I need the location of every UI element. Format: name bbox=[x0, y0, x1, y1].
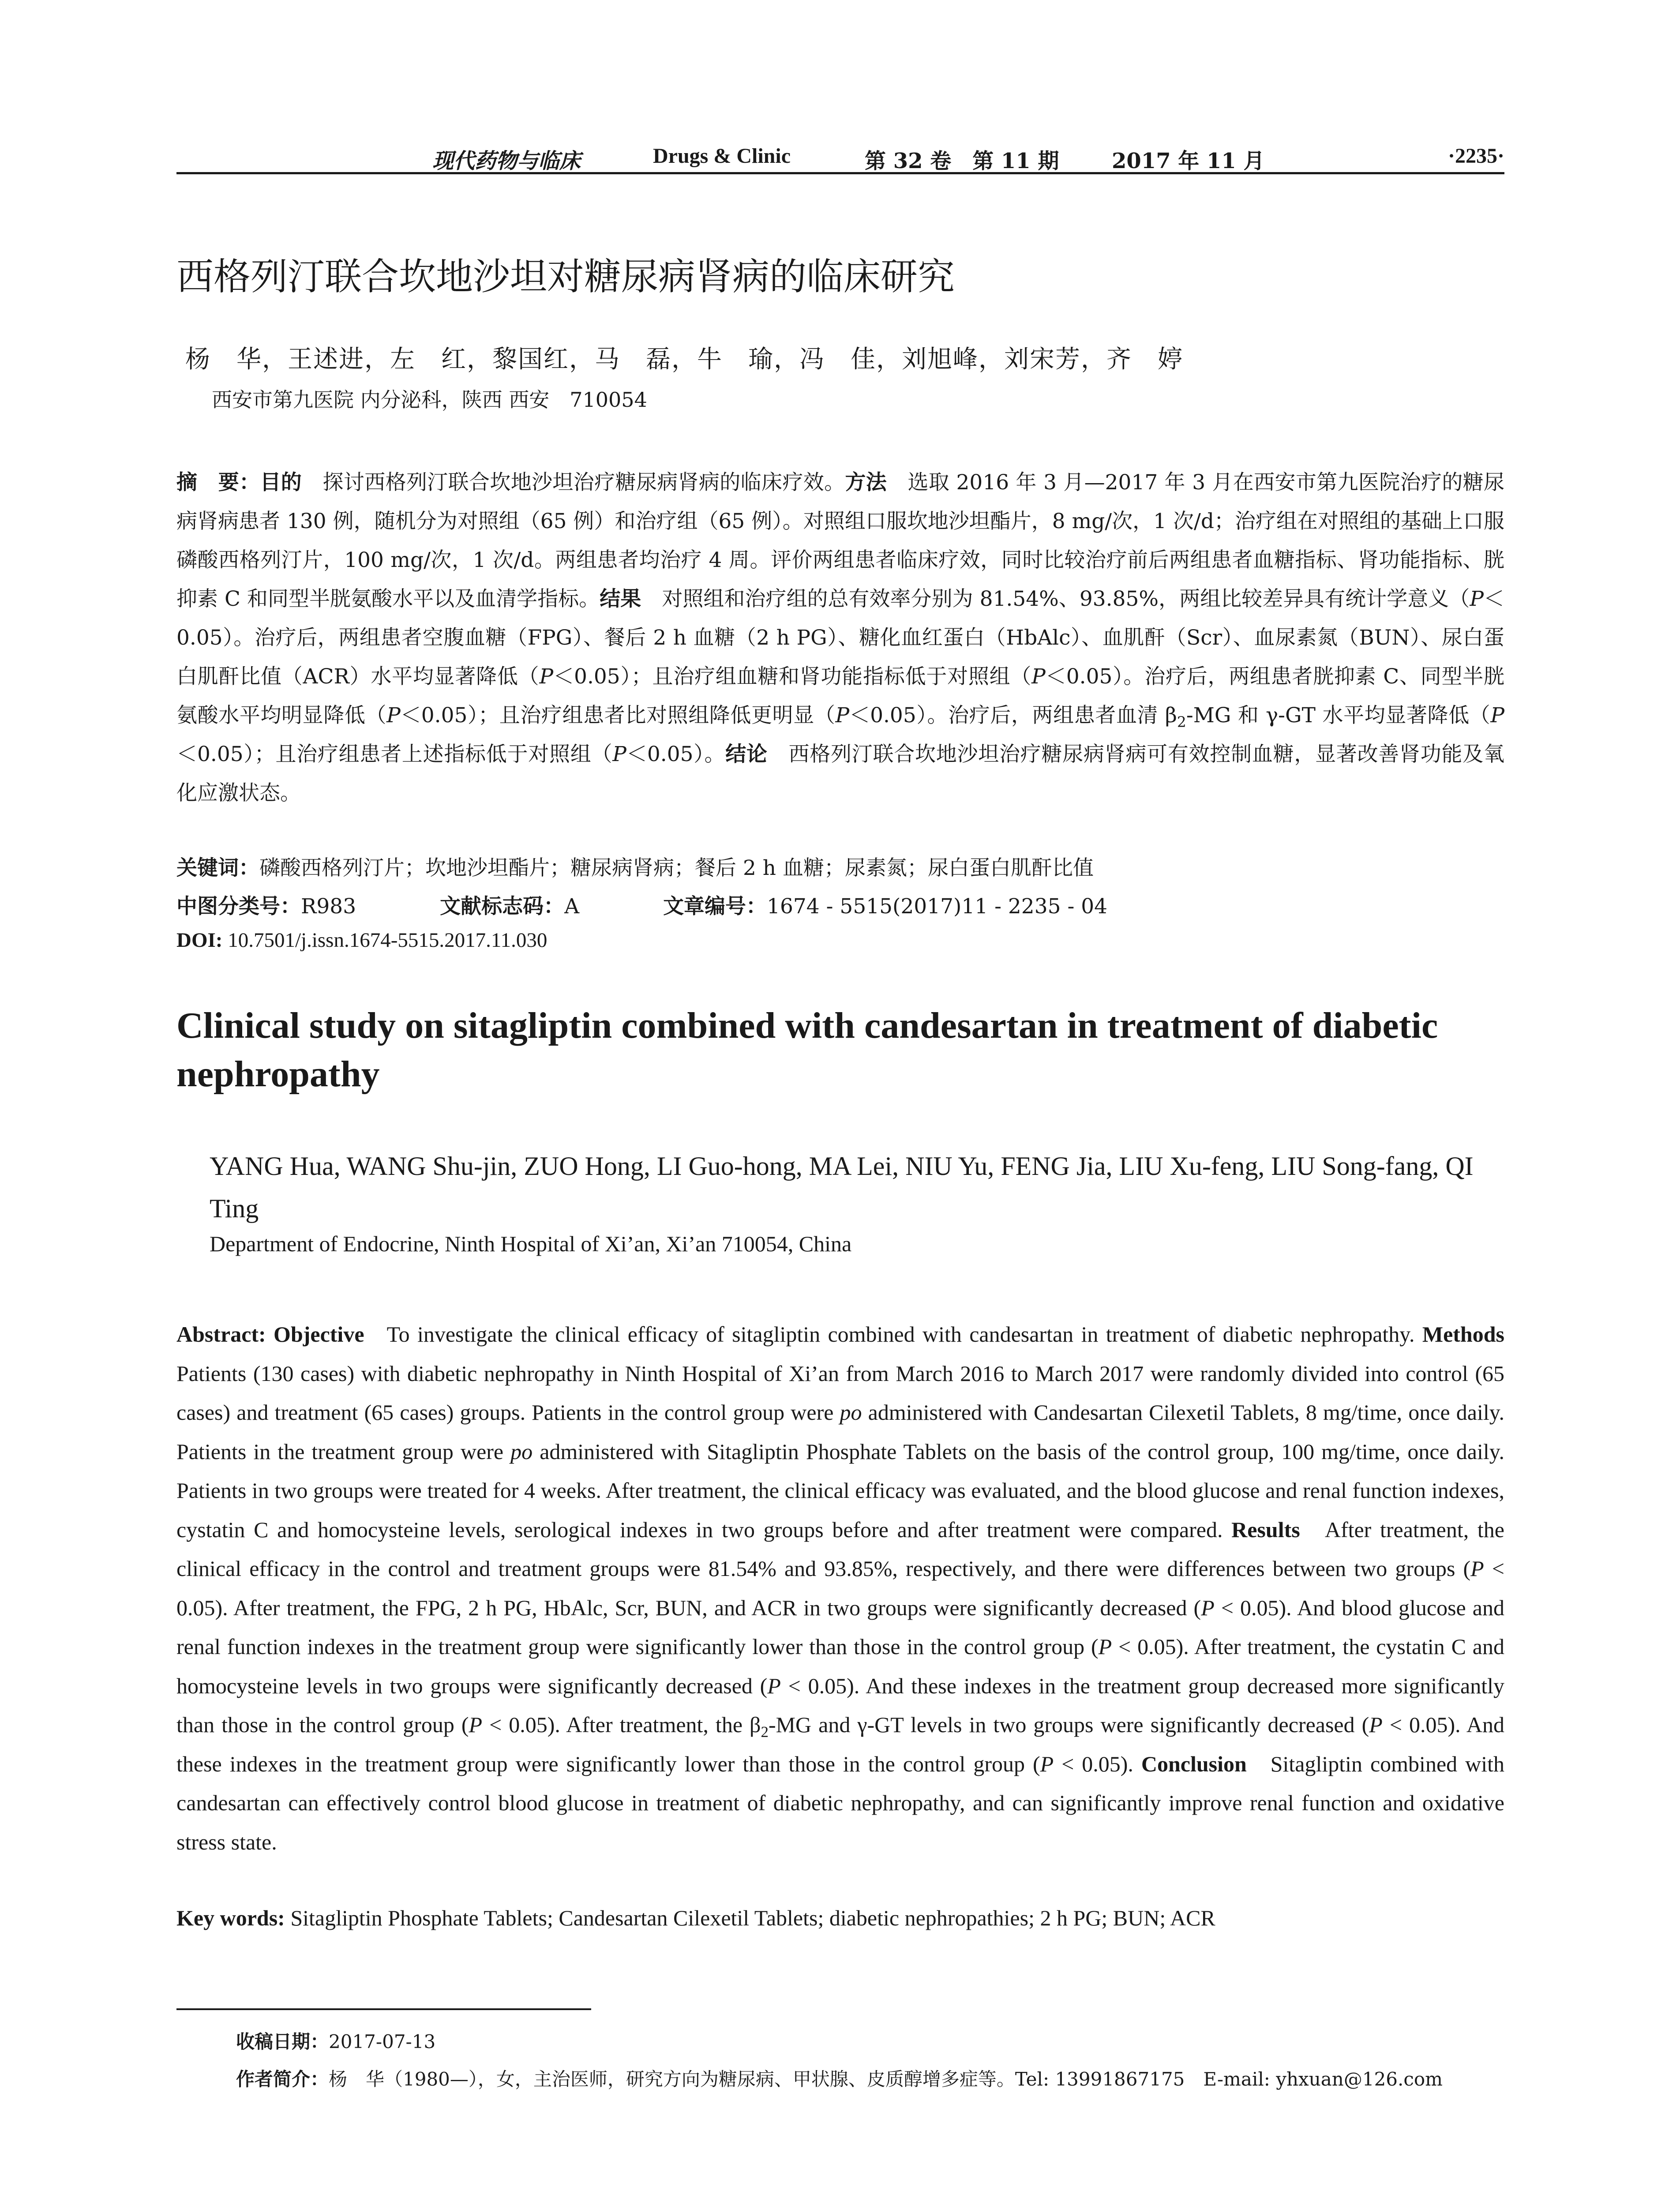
journal-name-cn: 现代药物与临床 bbox=[432, 149, 581, 173]
results-text-en: -MG and γ-GT levels in two groups were significantly decreased ( bbox=[768, 1712, 1369, 1737]
results-text-cn: ＜0.05）。 bbox=[626, 742, 726, 766]
clc-value: R983 bbox=[301, 894, 356, 919]
p-symbol: P bbox=[386, 703, 401, 728]
p-symbol: P bbox=[1040, 1751, 1054, 1776]
p-symbol: P bbox=[539, 664, 554, 689]
author-bio-label: 作者简介： bbox=[236, 2068, 329, 2090]
affiliation-en: Department of Endocrine, Ninth Hospital of Xi’an, Xi’an 710054, China bbox=[210, 1231, 852, 1256]
p-symbol: P bbox=[1098, 1634, 1112, 1659]
p-symbol: P bbox=[469, 1712, 483, 1737]
article-number-label: 文章编号： bbox=[663, 894, 767, 919]
results-text-en: < 0.05). And these indexes in the treatment group were significantly lower than those in the control group ( bbox=[176, 1712, 1505, 1776]
keywords-cn-label: 关键词： bbox=[176, 856, 259, 880]
methods-text-en: Patients (130 cases) with diabetic nephropathy in Ninth Hospital of Xi’an from March 2016 to March 2017 were randomly divided into control (65 cases) and treatment (65 cases) groups. Patients in the control group were bbox=[176, 1322, 1521, 1425]
issue-date: 2017 年 11 月 bbox=[1112, 149, 1265, 173]
authors-en: YANG Hua, WANG Shu-jin, ZUO Hong, LI Guo-hong, MA Lei, NIU Yu, FENG Jia, LIU Xu-feng, LIU Song-fang, QI Ting bbox=[210, 1152, 1474, 1223]
p-symbol: P bbox=[1470, 1556, 1484, 1581]
results-text-cn: ＜0.05）；且治疗组患者上述指标低于对照组（ bbox=[176, 742, 613, 766]
keywords-en-label: Key words: bbox=[176, 1906, 285, 1930]
title-en: Clinical study on sitagliptin combined with candesartan in treatment of diabetic nephropathy bbox=[176, 1005, 1438, 1095]
results-text-en: < 0.05). After treatment, the cystatin C and homocysteine levels in two groups were significantly decreased ( bbox=[176, 1634, 1504, 1698]
results-text-en: < 0.05). After treatment, the β bbox=[482, 1712, 761, 1737]
received-date bbox=[236, 2027, 435, 2054]
affiliation-cn: 西安市第九医院 内分泌科，陕西 西安 710054 bbox=[212, 388, 647, 412]
objective-text-cn: 探讨西格列汀联合坎地沙坦治疗糖尿病肾病的临床疗效。 bbox=[302, 470, 845, 495]
article-number-value: 1674 - 5515(2017)11 - 2235 - 04 bbox=[767, 894, 1108, 919]
footnote-divider bbox=[176, 2008, 591, 2010]
p-symbol: P bbox=[1369, 1712, 1383, 1737]
journal-name-en: Drugs & Clinic bbox=[653, 144, 791, 168]
results-text-cn: -MG 和 γ-GT 水平均显著降低（ bbox=[1186, 703, 1491, 728]
results-text-cn: 对照组和治疗组的总有效率分别为 81.54%、93.85%，两组比较差异具有统计学意义（ bbox=[641, 587, 1470, 611]
p-symbol: P bbox=[1470, 587, 1484, 611]
methods-label-cn: 方法 bbox=[845, 470, 887, 495]
author-bio-text: 杨 华（1980—），女，主治医师，研究方向为糖尿病、甲状腺、皮质醇增多症等。Tel: 13991867175 E-mail: yhxuan@126.com bbox=[329, 2068, 1443, 2090]
results-label-en: Results bbox=[1231, 1517, 1300, 1542]
running-header bbox=[176, 140, 1504, 174]
author-bio bbox=[236, 2065, 1443, 2091]
p-symbol: P bbox=[767, 1673, 781, 1698]
p-symbol: P bbox=[1031, 664, 1046, 689]
abstract-cn-label: 摘 要： bbox=[176, 470, 260, 495]
results-text-cn: ＜0.05）。治疗后，两组患者空腹血糖（FPG）、餐后 2 h 血糖（2 h PG）、糖化血红蛋白（HbAlc）、血肌酐（Scr）、血尿素氮（BUN）、尿白蛋白肌酐比值（ACR）水平均显著降低（ bbox=[176, 587, 1505, 689]
results-text-en: < 0.05). After treatment, the FPG, 2 h PG, HbAlc, Scr, BUN, and ACR in two groups were significantly decreased ( bbox=[176, 1556, 1504, 1620]
received-value: 2017-07-13 bbox=[329, 2031, 436, 2052]
p-symbol: P bbox=[612, 742, 626, 766]
keywords-en bbox=[176, 1905, 1215, 1931]
results-text-cn: ＜0.05）；且治疗组患者比对照组降低更明显（ bbox=[400, 703, 836, 728]
objective-label-en: Objective bbox=[274, 1322, 364, 1347]
p-symbol: P bbox=[1490, 703, 1505, 728]
results-text-en: < 0.05). And these indexes in the treatment group decreased more significantly than those in the control group ( bbox=[176, 1673, 1505, 1737]
objective-label-cn: 目的 bbox=[260, 470, 302, 495]
subscript: 2 bbox=[761, 1723, 769, 1741]
p-symbol: P bbox=[1201, 1595, 1215, 1620]
abstract-en bbox=[176, 1315, 1521, 1861]
doi-label: DOI: bbox=[176, 929, 223, 952]
doi-line bbox=[176, 928, 547, 952]
results-text-cn: ＜0.05）。治疗后，两组患者血清 β bbox=[849, 703, 1177, 728]
subscript: 2 bbox=[1177, 713, 1186, 731]
po-term: po bbox=[840, 1400, 862, 1425]
volume-issue: 第 32 卷 第 11 期 bbox=[865, 149, 1059, 173]
methods-text-cn: 选取 2016 年 3 月—2017 年 3 月在西安市第九医院治疗的糖尿病肾病患者 130 例，随机分为对照组（65 例）和治疗组（65 例）。对照组口服坎地沙坦酯片，8 mg/次，1 次/d；治疗组在对照组的基础上口服磷酸西格列汀片，100 mg/次，1 次/d。两组患者均治疗 4 周。评价两组患者临床疗效，同时比较治疗前后两组患者血糖指标、肾功能指标、胱抑素 C 和同型半胱氨酸水平以及血清学指标。 bbox=[176, 470, 1505, 611]
keywords-cn bbox=[176, 852, 1094, 881]
doc-code-value: A bbox=[564, 894, 580, 919]
results-text-en: < 0.05). And blood glucose and renal function indexes in the treatment group were significantly lower than those in the control group ( bbox=[176, 1595, 1504, 1659]
abstract-en-label: Abstract: bbox=[176, 1322, 274, 1347]
abstract-cn bbox=[176, 463, 1504, 813]
doi-value[interactable]: 10.7501/j.issn.1674-5515.2017.11.030 bbox=[222, 929, 548, 952]
keywords-cn-text: 磷酸西格列汀片；坎地沙坦酯片；糖尿病肾病；餐后 2 h 血糖；尿素氮；尿白蛋白肌酐比值 bbox=[259, 856, 1094, 880]
clc-label: 中图分类号： bbox=[176, 894, 301, 919]
methods-label-en: Methods bbox=[1422, 1322, 1504, 1347]
title-cn: 西格列汀联合坎地沙坦对糖尿病肾病的临床研究 bbox=[176, 255, 955, 298]
po-term: po bbox=[510, 1439, 533, 1464]
classification-line bbox=[176, 890, 1107, 919]
p-symbol: P bbox=[835, 703, 850, 728]
conclusion-label-cn: 结论 bbox=[725, 742, 768, 766]
results-text-en: < 0.05). bbox=[1054, 1751, 1141, 1776]
received-label: 收稿日期： bbox=[236, 2031, 329, 2052]
doc-code-label: 文献标志码： bbox=[440, 894, 565, 919]
keywords-en-text: Sitagliptin Phosphate Tablets; Candesartan Cilexetil Tablets; diabetic nephropathies; 2 h PG; BUN; ACR bbox=[285, 1906, 1215, 1930]
results-label-cn: 结果 bbox=[600, 587, 641, 611]
authors-cn: 杨 华，王述进，左 红，黎国红，马 磊，牛 瑜，冯 佳，刘旭峰，刘宋芳，齐 婷 bbox=[185, 345, 1183, 374]
results-text-en: After treatment, the clinical efficacy in the control and treatment groups were 81.54% and 93.85%, respectively, and there were differences between two groups ( bbox=[176, 1517, 1510, 1581]
methods-text-en: administered with Candesartan Cilexetil Tablets, 8 mg/time, once daily. Patients in the treatment group were bbox=[176, 1400, 1504, 1464]
conclusion-text-cn: 西格列汀联合坎地沙坦治疗糖尿病肾病可有效控制血糖，显著改善肾功能及氧化应激状态。 bbox=[176, 742, 1505, 805]
methods-text-en: administered with Sitagliptin Phosphate Tablets on the basis of the control group, 100 mg/time, once daily. Patients in two groups were treated for 4 weeks. After treatment, the clinical efficacy was evaluated, and the blood glucose and renal function indexes, cystatin C and homocysteine levels, serological indexes in two groups before and after treatment were compared. bbox=[176, 1439, 1505, 1542]
conclusion-text-en: Sitagliptin combined with candesartan can effectively control blood glucose in treatment of diabetic nephropathy, and can significantly improve renal function and oxidative stress state. bbox=[176, 1751, 1510, 1854]
objective-text-en: To investigate the clinical efficacy of sitagliptin combined with candesartan in treatment of diabetic nephropathy. bbox=[364, 1322, 1422, 1347]
conclusion-label-en: Conclusion bbox=[1141, 1751, 1247, 1776]
page-number: ·2235· bbox=[1448, 144, 1504, 168]
results-text-cn: ＜0.05）；且治疗组血糖和肾功能指标低于对照组（ bbox=[553, 664, 1032, 689]
results-text-cn: ＜0.05）。治疗后，两组患者胱抑素 C、同型半胱氨酸水平均明显降低（ bbox=[176, 664, 1504, 728]
